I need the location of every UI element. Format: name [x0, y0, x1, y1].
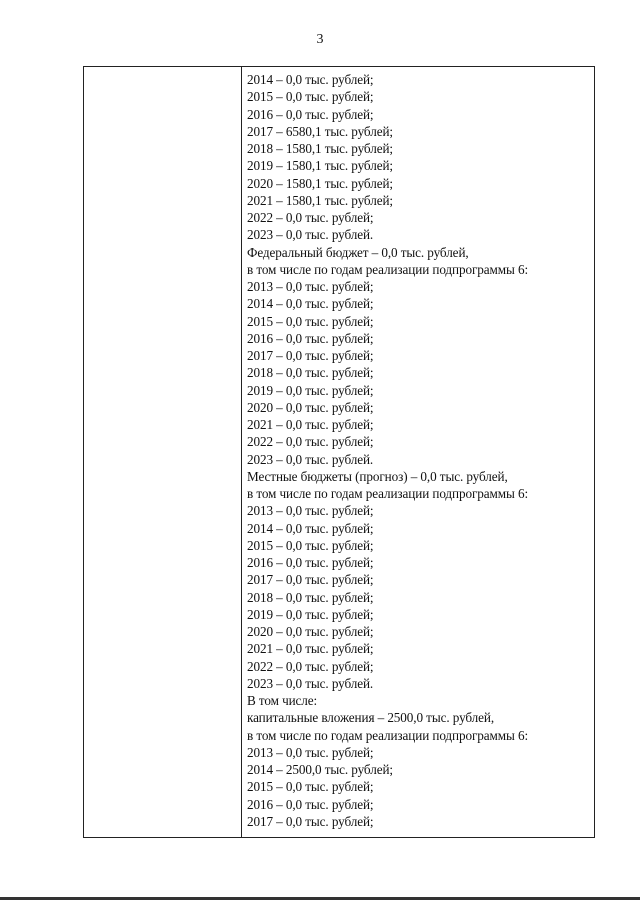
text-line: 2019 – 1580,1 тыс. рублей;: [247, 158, 393, 174]
text-line: 2016 – 0,0 тыс. рублей;: [247, 106, 374, 122]
text-line: 2021 – 0,0 тыс. рублей;: [247, 417, 374, 432]
text-line: 2014 – 0,0 тыс. рублей;: [247, 296, 374, 312]
text-line: 2015 – 0,0 тыс. рублей;: [247, 89, 374, 105]
text-line: 2015 – 0,0 тыс. рублей;: [247, 313, 374, 329]
text-line: 2017 – 0,0 тыс. рублей;: [247, 348, 374, 363]
section-heading-including: В том числе:: [247, 693, 318, 708]
text-line: 2021 – 1580,1 тыс. рублей;: [247, 192, 393, 208]
text-line: в том числе по годам реализации подпрограммы 6:: [247, 261, 529, 277]
text-line: в том числе по годам реализации подпрограммы 6:: [247, 727, 529, 743]
text-line: в том числе по годам реализации подпрограммы 6:: [247, 486, 529, 501]
text-line: 2017 – 0,0 тыс. рублей;: [247, 813, 374, 829]
text-line: 2014 – 2500,0 тыс. рублей;: [247, 762, 393, 777]
text-line: 2016 – 0,0 тыс. рублей;: [247, 555, 374, 570]
section-heading-capital: капитальные вложения – 2500,0 тыс. рублей,: [247, 710, 495, 726]
text-line: 2015 – 0,0 тыс. рублей;: [247, 537, 374, 553]
text-line: 2013 – 0,0 тыс. рублей;: [247, 744, 374, 760]
text-line: 2013 – 0,0 тыс. рублей;: [247, 279, 374, 294]
section-heading-federal: Федеральный бюджет – 0,0 тыс. рублей,: [247, 244, 469, 260]
text-line: 2014 – 0,0 тыс. рублей;: [247, 520, 374, 536]
text-line: 2018 – 0,0 тыс. рублей;: [247, 365, 374, 381]
text-line: 2021 – 0,0 тыс. рублей;: [247, 641, 374, 657]
text-line: 2018 – 1580,1 тыс. рублей;: [247, 141, 393, 156]
text-line: 2022 – 0,0 тыс. рублей;: [247, 434, 374, 450]
scan-edge-line: [0, 897, 640, 900]
text-line: 2014 – 0,0 тыс. рублей;: [247, 72, 374, 87]
text-line: 2016 – 0,0 тыс. рублей;: [247, 330, 374, 346]
text-line: 2023 – 0,0 тыс. рублей.: [247, 227, 374, 243]
table-right-cell: [242, 67, 594, 837]
section-heading-local: Местные бюджеты (прогноз) – 0,0 тыс. рублей,: [247, 468, 508, 484]
text-line: 2016 – 0,0 тыс. рублей;: [247, 796, 374, 812]
text-line: 2017 – 0,0 тыс. рублей;: [247, 572, 374, 588]
text-line: 2022 – 0,0 тыс. рублей;: [247, 658, 374, 674]
text-line: 2020 – 1580,1 тыс. рублей;: [247, 175, 393, 191]
text-line: 2015 – 0,0 тыс. рублей;: [247, 779, 374, 795]
funding-table: [83, 66, 595, 838]
text-line: 2013 – 0,0 тыс. рублей;: [247, 503, 374, 519]
text-line: 2022 – 0,0 тыс. рублей;: [247, 210, 374, 225]
text-line: 2018 – 0,0 тыс. рублей;: [247, 589, 374, 605]
text-line: 2023 – 0,0 тыс. рублей.: [247, 451, 374, 467]
text-line: 2020 – 0,0 тыс. рублей;: [247, 624, 374, 639]
text-line: 2017 – 6580,1 тыс. рублей;: [247, 123, 393, 139]
text-line: 2019 – 0,0 тыс. рублей;: [247, 382, 374, 398]
text-line: 2019 – 0,0 тыс. рублей;: [247, 606, 374, 622]
text-line: 2020 – 0,0 тыс. рублей;: [247, 399, 374, 415]
text-line: 2023 – 0,0 тыс. рублей.: [247, 675, 374, 691]
page-number: 3: [316, 32, 324, 47]
table-left-cell: [84, 67, 242, 837]
